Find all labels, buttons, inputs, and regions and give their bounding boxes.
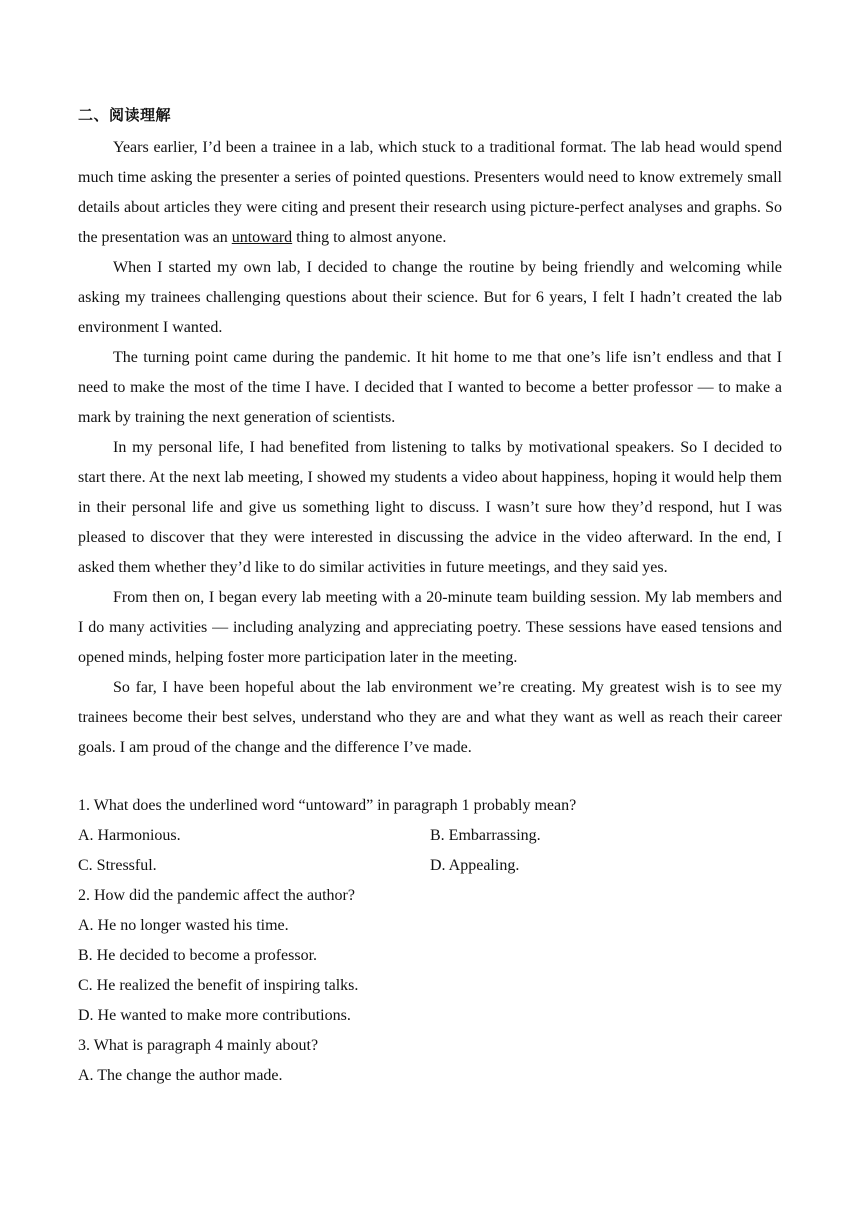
paragraph-2: When I started my own lab, I decided to change the routine by being friendly and welcoming while asking my trainees challenging questions about their science. But for 6 years, I felt I hadn’t created the lab environment I wanted. bbox=[78, 259, 782, 336]
paragraph-1-start: Years earlier, I’d been a trainee in a lab, which stuck to a traditional format. The lab head would spend much time asking the presenter a series of pointed questions. Presenters would need to know extremely small details about articles they were citing and present their research using picture-perfect analyses and graphs. So the presentation was an bbox=[78, 139, 782, 246]
question-3-option-a: A. The change the author made. bbox=[78, 1067, 283, 1084]
question-3-stem: 3. What is paragraph 4 mainly about? bbox=[78, 1037, 319, 1054]
reading-passage bbox=[78, 133, 782, 763]
paragraph-6: So far, I have been hopeful about the lab environment we’re creating. My greatest wish is to see my trainees become their best selves, understand who they are and what they want as well as reach their career goals. I am proud of the change and the difference I’ve made. bbox=[78, 679, 782, 756]
question-1-options-row-1 bbox=[78, 821, 782, 851]
question-2-option-d: D. He wanted to make more contributions. bbox=[78, 1007, 351, 1024]
question-2-option-b: B. He decided to become a professor. bbox=[78, 947, 318, 964]
question-1-option-c: C. Stressful. bbox=[78, 857, 157, 874]
paragraph-5: From then on, I began every lab meeting with a 20-minute team building session. My lab members and I do many activities — including analyzing and appreciating poetry. These sessions have eased tensions and opened minds, helping foster more participation later in the meeting. bbox=[78, 589, 782, 666]
question-list bbox=[78, 791, 782, 1091]
paragraph-1-end: thing to almost anyone. bbox=[292, 229, 447, 246]
question-1-option-d: D. Appealing. bbox=[430, 857, 520, 874]
paragraph-3: The turning point came during the pandemic. It hit home to me that one’s life isn’t endless and that I need to make the most of the time I have. I decided that I wanted to become a better professor — to make a mark by training the next generation of scientists. bbox=[78, 349, 782, 426]
question-2-stem: 2. How did the pandemic affect the author? bbox=[78, 887, 355, 904]
question-2-option-c: C. He realized the benefit of inspiring talks. bbox=[78, 977, 359, 994]
question-1-option-a: A. Harmonious. bbox=[78, 827, 181, 844]
question-2-option-a: A. He no longer wasted his time. bbox=[78, 917, 289, 934]
question-1-options-row-2 bbox=[78, 851, 782, 881]
question-1-stem: 1. What does the underlined word “untoward” in paragraph 1 probably mean? bbox=[78, 797, 577, 814]
underlined-word: untoward bbox=[231, 229, 293, 246]
question-1-option-b: B. Embarrassing. bbox=[430, 827, 541, 844]
paragraph-4: In my personal life, I had benefited from listening to talks by motivational speakers. So I decided to start there. At the next lab meeting, I showed my students a video about happiness, hoping it would help them in their personal life and give us something light to discuss. I wasn’t sure how they’d respond, hut I was pleased to discover that they were interested in discussing the advice in the video afterward. In the end, I asked them whether they’d like to do similar activities in future meetings, and they said yes. bbox=[78, 439, 782, 576]
paragraph-1 bbox=[78, 133, 782, 253]
section-title: 二、阅读理解 bbox=[78, 106, 172, 124]
